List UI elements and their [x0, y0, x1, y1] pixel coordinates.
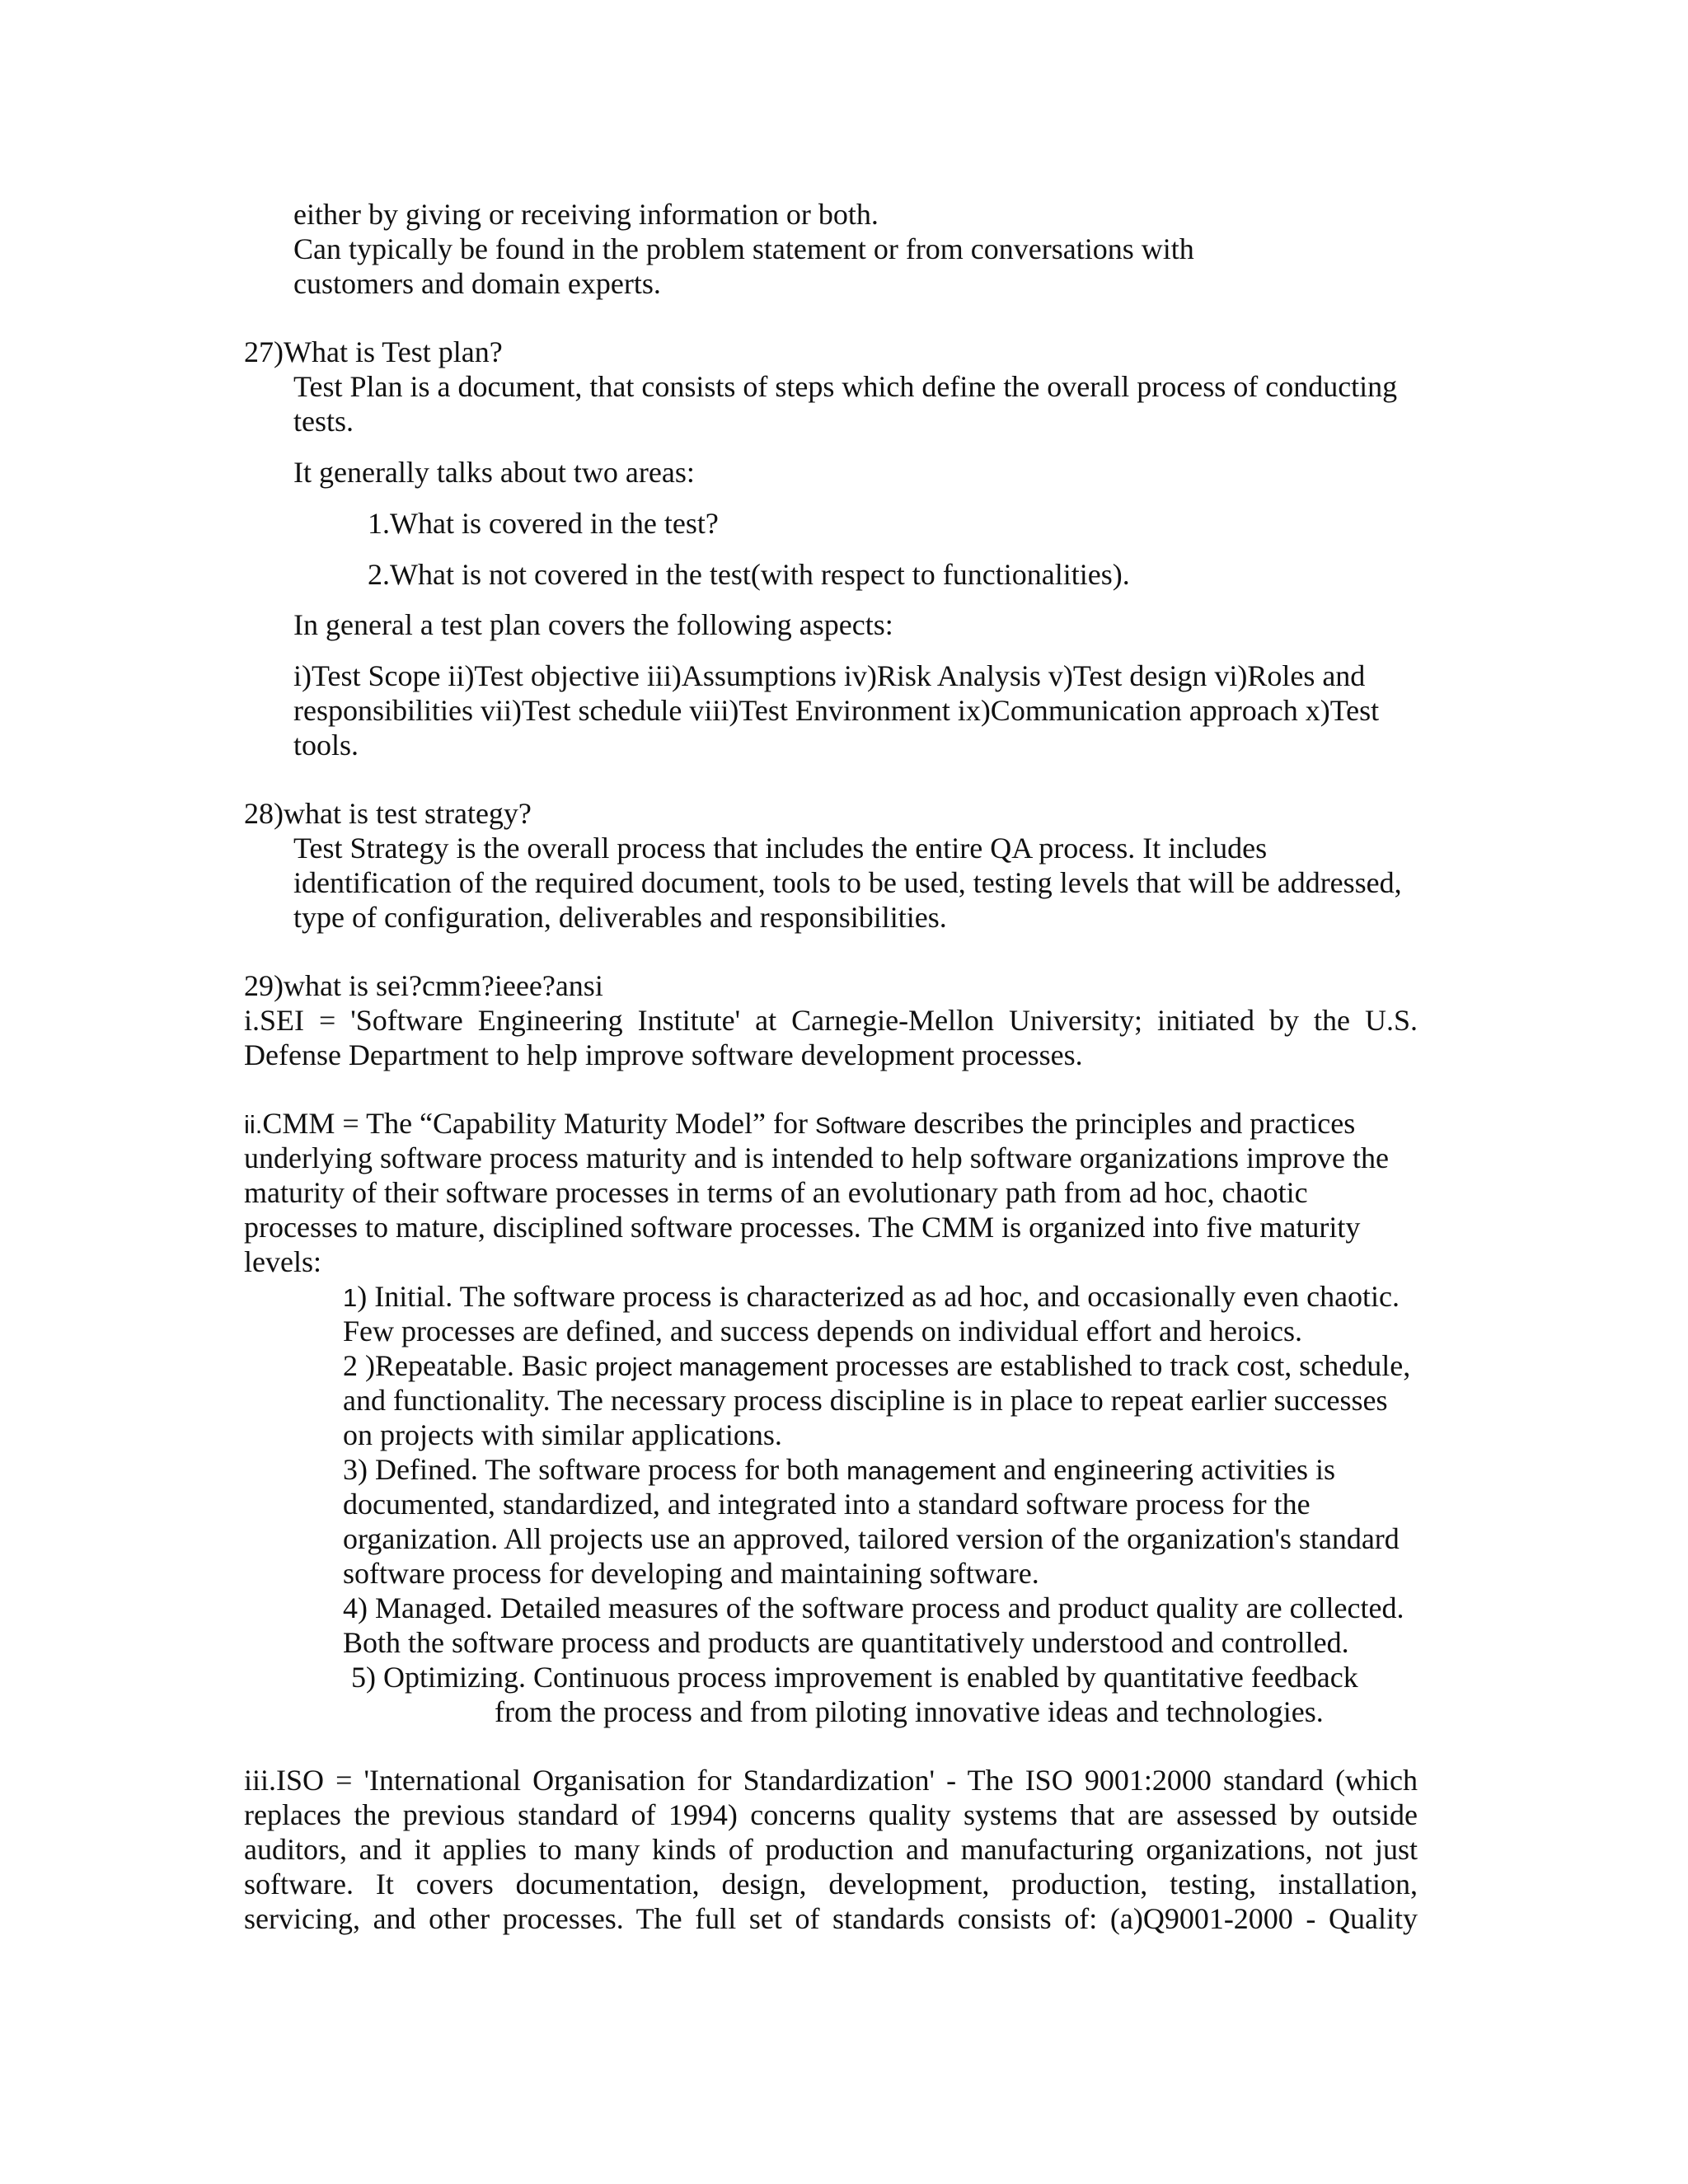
- maturity-level-5: 5) Optimizing. Continuous process improvement is enabled by quantitative feedback: [351, 1661, 1358, 1694]
- question-heading-28: 28)what is test strategy?: [244, 797, 532, 830]
- maturity-level-2: and functionality. The necessary process discipline is in place to repeat earlier successes: [343, 1384, 1388, 1417]
- maturity-level-3: 3) Defined. The software process for both management and engineering activities is: [343, 1453, 1335, 1486]
- maturity-level-3: organization. All projects use an approved, tailored version of the organization's standard: [343, 1522, 1400, 1555]
- test-plan-definition: tests.: [293, 405, 354, 438]
- test-strategy-text: type of configuration, deliverables and responsibilities.: [293, 901, 947, 934]
- test-plan-area-item: 1.What is covered in the test?: [368, 507, 719, 540]
- intro-line: either by giving or receiving information or both.: [293, 198, 879, 231]
- maturity-level-2: on projects with similar applications.: [343, 1418, 782, 1451]
- maturity-level-1: 1) Initial. The software process is characterized as ad hoc, and occasionally even chaotic.: [343, 1280, 1400, 1313]
- maturity-level-4: 4) Managed. Detailed measures of the software process and product quality are collected.: [343, 1591, 1404, 1624]
- sei-definition: Defense Department to help improve software development processes.: [244, 1038, 1083, 1071]
- iso-definition: software. It covers documentation, design, development, production, testing, installation,: [244, 1868, 1418, 1900]
- sei-definition: i.SEI = 'Software Engineering Institute' at Carnegie-Mellon University; initiated by the U.S.: [244, 1004, 1418, 1037]
- cmm-prefix: ii.: [244, 1110, 263, 1139]
- cmm-definition: maturity of their software processes in terms of an evolutionary path from ad hoc, chaotic: [244, 1176, 1308, 1209]
- maturity-level-1: Few processes are defined, and success depends on individual effort and heroics.: [343, 1315, 1302, 1347]
- maturity-level-5: from the process and from piloting innovative ideas and technologies.: [495, 1695, 1324, 1728]
- test-plan-aspects: tools.: [293, 729, 359, 762]
- test-plan-aspects: i)Test Scope ii)Test objective iii)Assumptions iv)Risk Analysis v)Test design vi)Roles and: [293, 659, 1366, 692]
- test-strategy-text: Test Strategy is the overall process that includes the entire QA process. It includes: [293, 832, 1268, 865]
- intro-line: Can typically be found in the problem statement or from conversations with: [293, 232, 1194, 265]
- test-plan-definition: Test Plan is a document, that consists of steps which define the overall process of conducting: [293, 370, 1398, 403]
- cmm-definition: levels:: [244, 1245, 321, 1278]
- question-heading-27: 27)What is Test plan?: [244, 335, 503, 368]
- test-plan-aspects: responsibilities vii)Test schedule viii)Test Environment ix)Communication approach x)Test: [293, 694, 1380, 727]
- maturity-level-4: Both the software process and products are quantitatively understood and controlled.: [343, 1626, 1349, 1659]
- cmm-definition: processes to mature, disciplined software processes. The CMM is organized into five maturity: [244, 1211, 1361, 1244]
- test-strategy-text: identification of the required document, tools to be used, testing levels that will be addressed,: [293, 866, 1402, 899]
- question-heading-29: 29)what is sei?cmm?ieee?ansi: [244, 969, 603, 1002]
- intro-line: customers and domain experts.: [293, 267, 661, 300]
- iso-definition: replaces the previous standard of 1994) concerns quality systems that are assessed by outside: [244, 1798, 1418, 1831]
- test-plan-areas-intro: It generally talks about two areas:: [293, 456, 695, 489]
- maturity-level-3: software process for developing and maintaining software.: [343, 1557, 1039, 1590]
- maturity-level-2: 2 )Repeatable. Basic project management processes are established to track cost, schedule,: [343, 1349, 1411, 1382]
- iso-definition: servicing, and other processes. The full set of standards consists of: (a)Q9001-2000 - Quality: [244, 1902, 1418, 1935]
- iso-definition: auditors, and it applies to many kinds of production and manufacturing organizations, not just: [244, 1833, 1418, 1866]
- maturity-level-3: documented, standardized, and integrated into a standard software process for the: [343, 1488, 1311, 1521]
- cmm-definition: underlying software process maturity and is intended to help software organizations improve the: [244, 1141, 1389, 1174]
- iso-definition: iii.ISO = 'International Organisation for Standardization' - The ISO 9001:2000 standard (which: [244, 1764, 1418, 1797]
- test-plan-area-item: 2.What is not covered in the test(with respect to functionalities).: [368, 558, 1130, 591]
- test-plan-aspects-intro: In general a test plan covers the following aspects:: [293, 608, 893, 641]
- cmm-definition: ii.CMM = The “Capability Maturity Model” for Software describes the principles and practices: [244, 1107, 1356, 1140]
